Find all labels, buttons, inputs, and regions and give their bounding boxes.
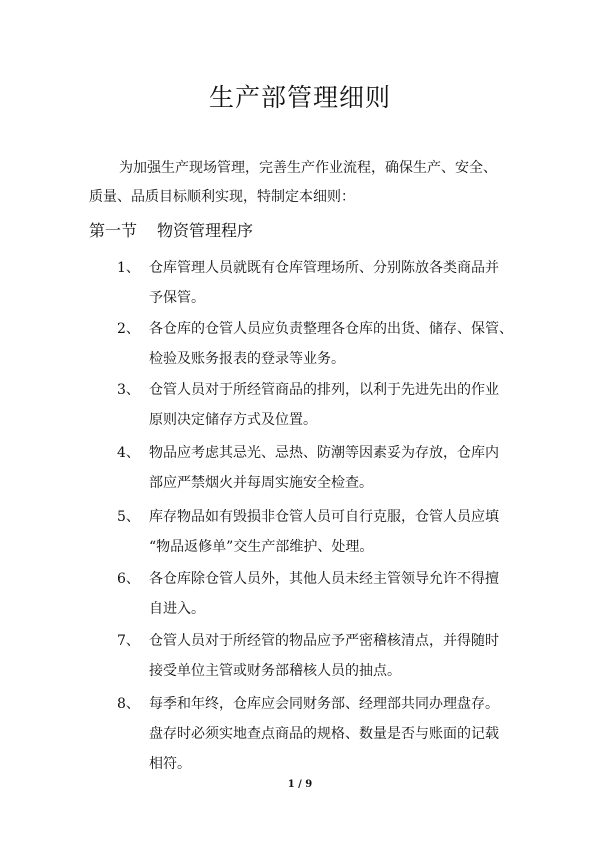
list-item-line: 自进入。 bbox=[149, 601, 205, 617]
list-item-line: 仓库管理人员就既有仓库管理场所、分别陈放各类商品并 bbox=[149, 260, 499, 276]
section-number: 第一节 bbox=[89, 221, 138, 240]
list-item-1 bbox=[117, 253, 527, 313]
document-title: 生产部管理细则 bbox=[208, 83, 391, 112]
list-item-number: 3、 bbox=[117, 382, 140, 398]
list-item-line: 检验及账务报表的登录等业务。 bbox=[149, 351, 345, 367]
list-item-number: 5、 bbox=[117, 509, 140, 525]
list-item-number: 4、 bbox=[117, 445, 140, 461]
list-item-6 bbox=[117, 564, 527, 624]
list-item-line: 原则决定储存方式及位置。 bbox=[149, 412, 317, 428]
intro-paragraph bbox=[89, 154, 519, 212]
list-item-line: 物品应考虑其忌光、忌热、防潮等因素妥为存放，仓库内 bbox=[149, 445, 499, 461]
list-item-4 bbox=[117, 438, 527, 498]
page-number: 1 / 9 bbox=[287, 779, 313, 790]
list-item-7 bbox=[117, 626, 527, 686]
list-item-line: 仓管人员对于所经管商品的排列，以利于先进先出的作业 bbox=[149, 382, 499, 398]
list-item-line: 部应严禁烟火并每周实施安全检查。 bbox=[149, 475, 373, 491]
list-item-3 bbox=[117, 375, 527, 435]
intro-line-2: 质量、品质目标顺利实现，特制定本细则： bbox=[89, 189, 355, 205]
list-item-line: 每季和年终，仓库应会同财务部、经理部共同办理盘存。 bbox=[149, 696, 499, 712]
list-item-line: 接受单位主管或财务部稽核人员的抽点。 bbox=[149, 663, 401, 679]
list-item-line: 各仓库的仓管人员应负责整理各仓库的出货、储存、保管、 bbox=[149, 321, 513, 337]
list-item-2 bbox=[117, 314, 527, 374]
list-item-line: 盘存时必须实地查点商品的规格、数量是否与账面的记载 bbox=[149, 726, 499, 742]
list-item-number: 7、 bbox=[117, 633, 140, 649]
list-item-line: 库存物品如有毁损非仓管人员可自行克服，仓管人员应填 bbox=[149, 509, 499, 525]
list-item-5 bbox=[117, 502, 527, 562]
list-item-number: 6、 bbox=[117, 571, 140, 587]
list-item-line: 予保管。 bbox=[149, 290, 205, 306]
list-item-number: 1、 bbox=[117, 260, 140, 276]
list-item-line: 各仓库除仓管人员外，其他人员未经主管领导允许不得擅 bbox=[149, 571, 499, 587]
list-item-line: 相符。 bbox=[149, 756, 191, 772]
section-heading bbox=[89, 218, 253, 241]
intro-line-1: 为加强生产现场管理，完善生产作业流程，确保生产、安全、 bbox=[119, 160, 497, 176]
list-item-number: 2、 bbox=[117, 321, 140, 337]
list-item-number: 8、 bbox=[117, 696, 140, 712]
section-name: 物资管理程序 bbox=[157, 221, 254, 240]
list-item-line: “物品返修单”交生产部维护、处理。 bbox=[149, 539, 374, 555]
list-item-8 bbox=[117, 689, 527, 779]
list-item-line: 仓管人员对于所经管的物品应予严密稽核清点，并得随时 bbox=[149, 633, 499, 649]
